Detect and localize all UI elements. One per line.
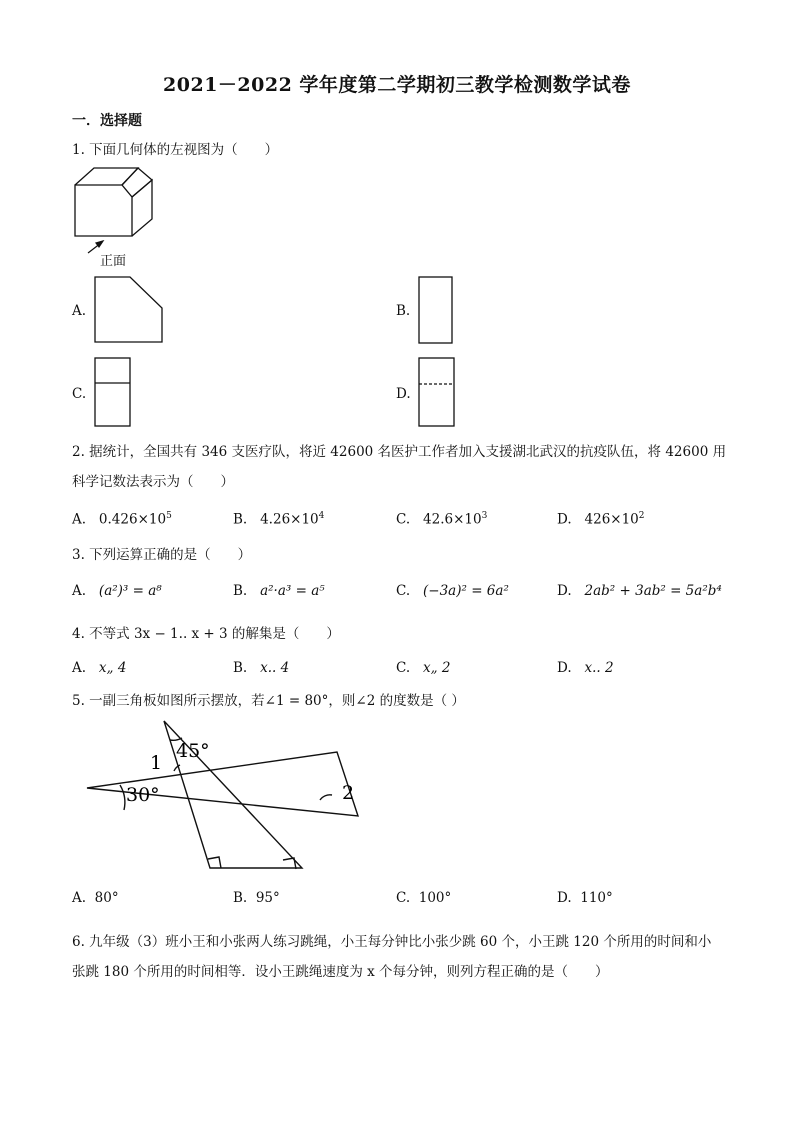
q3-option-c-text: (−3a)² = 6a² [423,583,509,599]
q5-triangle-figure [80,715,370,880]
q2-option-c-exp: 3 [481,511,488,521]
q2-option-b[interactable] [233,511,324,528]
q3-option-c-label: C. [396,583,411,599]
q1-front-label: 正面 [100,254,127,269]
q5-option-a-text: 80° [94,890,119,906]
q2-option-a-text: 0.426×10 [98,511,167,528]
q4-option-a-label: A. [72,660,87,676]
q1-option-b-figure[interactable] [418,276,454,346]
q2-option-a-exp: 5 [166,511,172,521]
q4-option-c[interactable] [396,660,451,676]
q5-option-a-label: A. [72,890,87,906]
q2-stem-line1: 2. 据统计，全国共有 346 支医疗队，将近 42600 名医护工作者加入支援湖北武汉的抗疫队伍，将 42600 用 [72,444,727,460]
q4-option-b-label: B. [233,660,248,676]
q3-option-d-label: D. [557,583,572,599]
q2-option-b-label: B. [233,511,248,528]
q5-option-b-label: B. [233,890,248,906]
q3-option-b-label: B. [233,583,248,599]
q2-option-c-label: C. [396,511,411,528]
q2-stem-line2: 科学记数法表示为（ ） [72,474,234,490]
q5-angle-45-label: 45° [176,740,210,762]
q1-option-a-figure[interactable] [94,276,166,346]
q5-angle-1-label: 1 [150,752,163,774]
q3-option-a[interactable] [72,583,162,599]
q3-stem: 3. 下列运算正确的是（ ） [72,547,252,563]
q4-option-d-text: x.. 2 [584,660,614,676]
q4-option-b-text: x.. 4 [260,660,290,676]
q4-option-d[interactable] [557,660,614,676]
q3-option-a-text: (a²)³ = a⁸ [98,583,162,599]
q6-stem-line2: 张跳 180 个所用的时间相等．设小王跳绳速度为 x 个每分钟，则列方程正确的是（ ） [72,964,609,980]
q4-option-c-text: x„ 2 [423,660,451,676]
q5-angle-2-label: 2 [342,782,355,804]
q3-option-d[interactable] [557,583,722,599]
q2-option-d-label: D. [557,511,572,528]
q3-option-b-text: a²·a³ = a⁵ [260,583,325,599]
q1-stem: 1. 下面几何体的左视图为（ ） [72,142,279,158]
q4-option-a-text: x„ 4 [98,660,127,676]
q3-option-c[interactable] [396,583,509,599]
q1-option-d-label: D. [396,386,411,402]
section-heading: 一．选择题 [72,113,142,129]
q2-option-a[interactable] [72,511,172,528]
q5-stem: 5. 一副三角板如图所示摆放，若∠1 = 80°，则∠2 的度数是（ ） [72,693,465,709]
q5-option-b-text: 95° [255,890,280,906]
page-title: 2021－2022 学年度第二学期初三教学检测数学试卷 [163,74,631,96]
q5-option-c-label: C. [396,890,411,906]
q1-option-b-label: B. [396,303,411,319]
q5-option-d-label: D. [557,890,572,906]
q2-option-d[interactable] [557,511,645,528]
q1-option-a-label: A. [72,303,87,319]
q6-stem-line1: 6. 九年级（3）班小王和小张两人练习跳绳，小王每分钟比小张少跳 60 个，小王跳 120 个所用的时间和小 [72,934,712,950]
q2-option-b-exp: 4 [318,511,325,521]
q2-option-b-text: 4.26×10 [260,511,319,528]
q5-option-d-text: 110° [580,890,613,906]
q2-option-c[interactable] [396,511,487,528]
q5-option-c-text: 100° [418,890,452,906]
q2-option-c-text: 42.6×10 [423,511,482,528]
q1-option-c-label: C. [72,386,87,402]
q3-option-a-label: A. [72,583,87,599]
q2-option-d-exp: 2 [638,511,645,521]
q5-option-a[interactable] [72,890,119,906]
q4-option-b[interactable] [233,660,289,676]
q3-option-d-text: 2ab² + 3ab² = 5a²b⁴ [584,583,722,599]
q1-option-c-figure[interactable] [94,357,132,429]
q4-stem: 4. 不等式 3x − 1.. x + 3 的解集是（ ） [72,626,340,642]
q2-option-d-text: 426×10 [584,511,639,528]
q3-option-b[interactable] [233,583,325,599]
q5-option-b[interactable] [233,890,280,906]
q4-option-d-label: D. [557,660,572,676]
q2-option-a-label: A. [72,511,87,528]
q5-option-d[interactable] [557,890,613,906]
q5-angle-30-label: 30° [126,784,160,806]
q4-option-a[interactable] [72,660,126,676]
q5-option-c[interactable] [396,890,451,906]
q1-option-d-figure[interactable] [418,357,456,429]
q4-option-c-label: C. [396,660,411,676]
